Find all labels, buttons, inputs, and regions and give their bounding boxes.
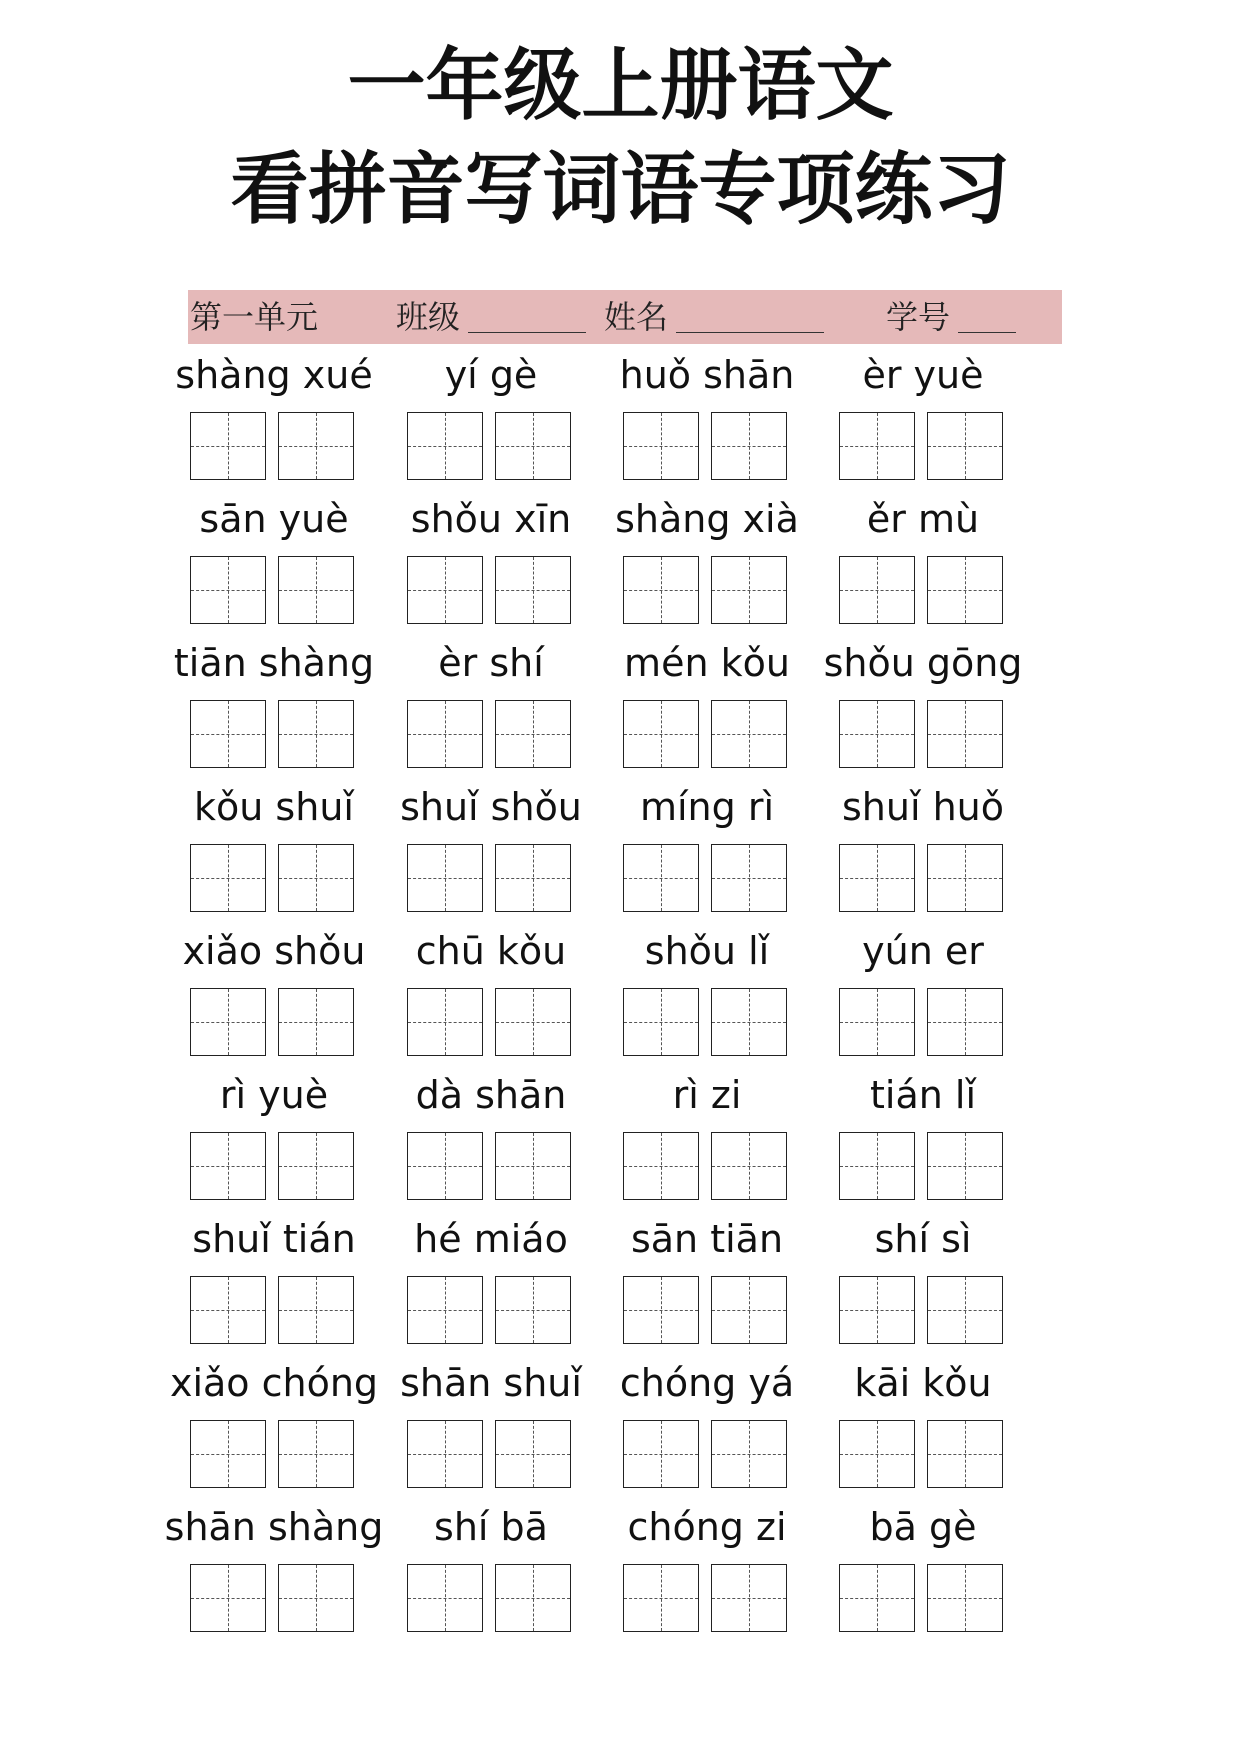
pinyin-prompt: chū kǒu [415, 929, 567, 973]
character-writing-box[interactable] [190, 412, 266, 480]
character-writing-box[interactable] [407, 700, 483, 768]
pinyin-prompt: dà shān [415, 1073, 567, 1117]
character-writing-box[interactable] [839, 556, 915, 624]
character-writing-box[interactable] [407, 1276, 483, 1344]
character-writing-box[interactable] [278, 556, 354, 624]
character-writing-box[interactable] [495, 1132, 571, 1200]
character-writing-box[interactable] [927, 1132, 1003, 1200]
student-id-blank[interactable] [958, 332, 1016, 333]
character-writing-box[interactable] [927, 1564, 1003, 1632]
character-writing-box[interactable] [839, 1132, 915, 1200]
character-writing-box[interactable] [623, 1564, 699, 1632]
character-writing-box[interactable] [278, 988, 354, 1056]
character-writing-box[interactable] [839, 700, 915, 768]
character-writing-box[interactable] [927, 700, 1003, 768]
character-writing-box[interactable] [711, 1276, 787, 1344]
class-blank[interactable] [468, 332, 586, 333]
pinyin-prompt: bā gè [869, 1505, 977, 1549]
unit-label: 第一单元 [190, 298, 319, 336]
pinyin-prompt: shān shuǐ [400, 1361, 582, 1405]
name-blank[interactable] [676, 332, 824, 333]
pinyin-prompt: chóng yá [619, 1361, 795, 1405]
pinyin-prompt: shān shàng [164, 1505, 384, 1549]
character-writing-box[interactable] [495, 844, 571, 912]
pinyin-prompt: huǒ shān [619, 353, 795, 397]
character-writing-box[interactable] [711, 1564, 787, 1632]
character-writing-box[interactable] [623, 844, 699, 912]
class-label: 班级 [396, 298, 461, 336]
name-label: 姓名 [604, 298, 669, 336]
character-writing-box[interactable] [927, 844, 1003, 912]
character-writing-box[interactable] [278, 700, 354, 768]
character-writing-box[interactable] [839, 844, 915, 912]
character-writing-box[interactable] [839, 1564, 915, 1632]
character-writing-box[interactable] [407, 1564, 483, 1632]
pinyin-prompt: tiān shàng [173, 641, 375, 685]
character-writing-box[interactable] [495, 700, 571, 768]
pinyin-prompt: xiǎo chóng [169, 1361, 379, 1405]
character-writing-box[interactable] [190, 556, 266, 624]
page-title-line-2: 看拼音写词语专项练习 [230, 145, 1011, 235]
character-writing-box[interactable] [711, 988, 787, 1056]
character-writing-box[interactable] [190, 1420, 266, 1488]
character-writing-box[interactable] [278, 412, 354, 480]
pinyin-prompt: ěr mù [866, 497, 980, 541]
pinyin-prompt: shǒu gōng [823, 641, 1023, 685]
pinyin-prompt: shuǐ huǒ [841, 785, 1005, 829]
page-title-line-1: 一年级上册语文 [347, 41, 894, 131]
character-writing-box[interactable] [407, 1420, 483, 1488]
character-writing-box[interactable] [711, 700, 787, 768]
character-writing-box[interactable] [623, 988, 699, 1056]
pinyin-prompt: rì zi [672, 1073, 742, 1117]
character-writing-box[interactable] [278, 1420, 354, 1488]
character-writing-box[interactable] [278, 844, 354, 912]
student-id-label: 学号 [886, 298, 951, 336]
character-writing-box[interactable] [623, 1420, 699, 1488]
character-writing-box[interactable] [407, 844, 483, 912]
character-writing-box[interactable] [711, 556, 787, 624]
pinyin-prompt: míng rì [639, 785, 775, 829]
pinyin-prompt: shí bā [434, 1505, 548, 1549]
pinyin-prompt: shǒu xīn [410, 497, 572, 541]
pinyin-prompt: shuǐ tián [192, 1217, 356, 1261]
pinyin-prompt: shǒu lǐ [644, 929, 770, 973]
character-writing-box[interactable] [927, 1276, 1003, 1344]
character-writing-box[interactable] [407, 988, 483, 1056]
character-writing-box[interactable] [495, 556, 571, 624]
pinyin-prompt: yún er [862, 929, 984, 973]
character-writing-box[interactable] [495, 988, 571, 1056]
character-writing-box[interactable] [623, 700, 699, 768]
pinyin-prompt: èr yuè [862, 353, 984, 397]
character-writing-box[interactable] [190, 844, 266, 912]
pinyin-prompt: yí gè [444, 353, 538, 397]
character-writing-box[interactable] [495, 1276, 571, 1344]
character-writing-box[interactable] [190, 1276, 266, 1344]
character-writing-box[interactable] [407, 412, 483, 480]
pinyin-prompt: rì yuè [219, 1073, 329, 1117]
character-writing-box[interactable] [927, 988, 1003, 1056]
pinyin-prompt: shàng xué [175, 353, 373, 397]
character-writing-box[interactable] [190, 1132, 266, 1200]
pinyin-prompt: kāi kǒu [854, 1361, 992, 1405]
character-writing-box[interactable] [711, 844, 787, 912]
pinyin-prompt: chóng zi [627, 1505, 787, 1549]
character-writing-box[interactable] [278, 1564, 354, 1632]
character-writing-box[interactable] [495, 1564, 571, 1632]
character-writing-box[interactable] [407, 556, 483, 624]
character-writing-box[interactable] [190, 988, 266, 1056]
pinyin-prompt: xiǎo shǒu [182, 929, 366, 973]
pinyin-prompt: sān tiān [630, 1217, 784, 1261]
character-writing-box[interactable] [927, 412, 1003, 480]
pinyin-prompt: kǒu shuǐ [194, 785, 354, 829]
character-writing-box[interactable] [623, 412, 699, 480]
pinyin-prompt: shuǐ shǒu [400, 785, 582, 829]
pinyin-prompt: hé miáo [414, 1217, 568, 1261]
character-writing-box[interactable] [839, 1420, 915, 1488]
pinyin-prompt: shí sì [874, 1217, 972, 1261]
character-writing-box[interactable] [839, 412, 915, 480]
character-writing-box[interactable] [927, 1420, 1003, 1488]
character-writing-box[interactable] [190, 1564, 266, 1632]
character-writing-box[interactable] [839, 988, 915, 1056]
character-writing-box[interactable] [495, 1420, 571, 1488]
pinyin-prompt: tián lǐ [869, 1073, 977, 1117]
character-writing-box[interactable] [623, 1276, 699, 1344]
character-writing-box[interactable] [278, 1132, 354, 1200]
character-writing-box[interactable] [711, 1132, 787, 1200]
character-writing-box[interactable] [623, 556, 699, 624]
character-writing-box[interactable] [495, 412, 571, 480]
character-writing-box[interactable] [927, 556, 1003, 624]
pinyin-prompt: shàng xià [615, 497, 799, 541]
pinyin-prompt: sān yuè [199, 497, 349, 541]
pinyin-prompt: mén kǒu [624, 641, 790, 685]
character-writing-box[interactable] [190, 700, 266, 768]
student-info-bar [188, 290, 1062, 344]
character-writing-box[interactable] [623, 1132, 699, 1200]
character-writing-box[interactable] [711, 412, 787, 480]
character-writing-box[interactable] [278, 1276, 354, 1344]
character-writing-box[interactable] [711, 1420, 787, 1488]
character-writing-box[interactable] [407, 1132, 483, 1200]
character-writing-box[interactable] [839, 1276, 915, 1344]
pinyin-prompt: èr shí [438, 641, 544, 685]
